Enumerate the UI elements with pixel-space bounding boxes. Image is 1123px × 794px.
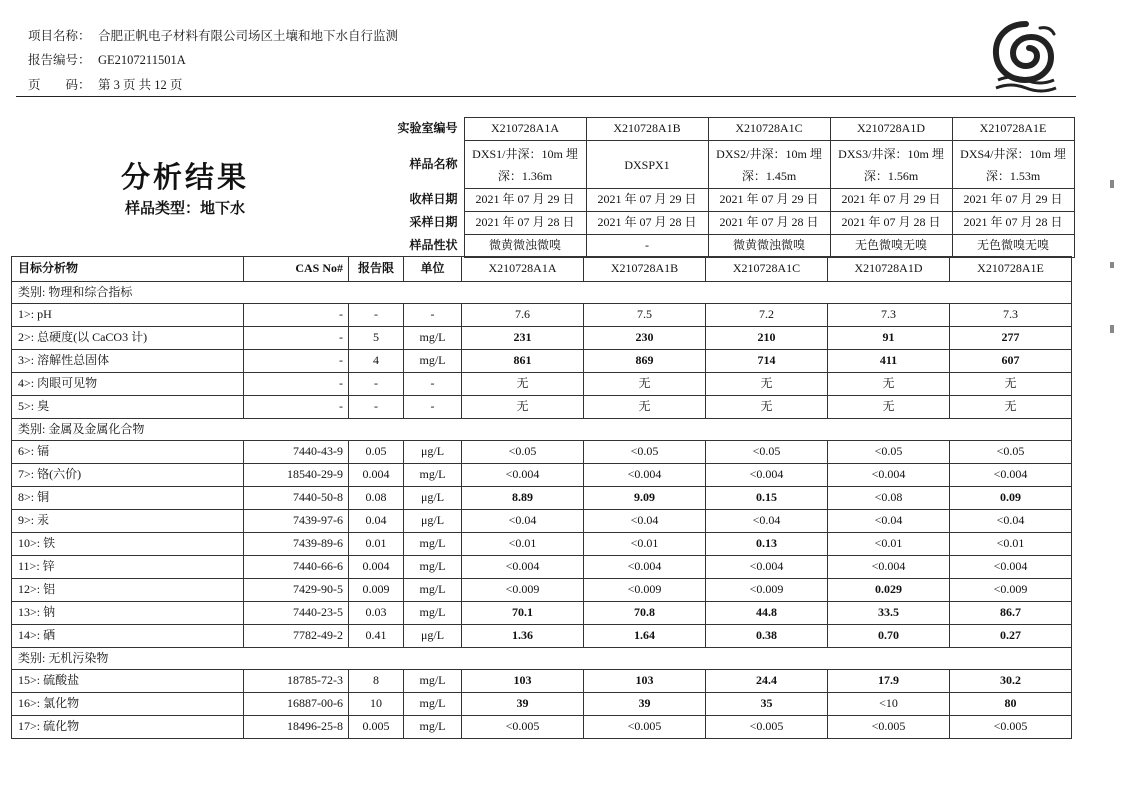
category-label: 类别: 无机污染物 [12,648,1072,670]
table-row [12,625,1072,648]
result-value: <0.005 [584,716,706,739]
sample-name-cell: DXSPX1 [586,141,708,189]
report-limit: 8 [349,670,404,693]
cas-number: 7440-23-5 [244,602,349,625]
sample-name-cell: DXS1/井深：10m 埋深：1.36m [464,141,586,189]
cas-number: 7439-97-6 [244,510,349,533]
result-value: <0.08 [828,487,950,510]
report-label: 报告编号： [28,53,91,67]
project-value: 合肥正帆电子材料有限公司场区土壤和地下水自行监测 [98,29,399,43]
sample-date-cell: 2021 年 07 月 28 日 [952,212,1074,235]
report-limit: - [349,396,404,419]
category-label: 类别: 金属及金属化合物 [12,419,1072,441]
unit: mg/L [404,533,462,556]
report-value: GE2107211501A [98,53,186,67]
unit: mg/L [404,327,462,350]
sample-header: X210728A1E [950,257,1072,282]
analyte-name: 6>: 镉 [12,441,244,464]
sample-date-cell: 2021 年 07 月 28 日 [708,212,830,235]
cas-number: 7440-50-8 [244,487,349,510]
project-label: 项目名称： [28,29,91,43]
company-logo-icon [990,18,1062,96]
result-value: <0.004 [462,464,584,487]
category-label: 类别: 物理和综合指标 [12,282,1072,304]
unit: μg/L [404,625,462,648]
result-value: 0.029 [828,579,950,602]
sample-date-label: 采样日期 [409,215,458,230]
sample-header: X210728A1B [584,257,706,282]
header-divider [16,96,1076,97]
result-value: <0.04 [828,510,950,533]
receive-date-cell: 2021 年 07 月 29 日 [708,189,830,212]
result-value: 8.89 [462,487,584,510]
result-value: <0.009 [706,579,828,602]
column-header-row [12,257,1072,282]
result-value: 411 [828,350,950,373]
result-value: 39 [584,693,706,716]
cas-number: 7439-89-6 [244,533,349,556]
result-value: <0.04 [462,510,584,533]
report-limit: 0.004 [349,464,404,487]
unit: - [404,373,462,396]
report-limit: 0.08 [349,487,404,510]
result-value: 无 [584,396,706,419]
property-row [352,235,1074,258]
cas-header: CAS No# [244,257,349,282]
table-row [12,693,1072,716]
property-cell: - [586,235,708,258]
sample-date-cell: 2021 年 07 月 28 日 [464,212,586,235]
result-value: 70.8 [584,602,706,625]
result-value: 91 [828,327,950,350]
unit: mg/L [404,556,462,579]
report-limit: 4 [349,350,404,373]
result-value: 0.09 [950,487,1072,510]
unit: mg/L [404,350,462,373]
result-value: 714 [706,350,828,373]
unit: mg/L [404,602,462,625]
category-row [12,282,1072,304]
result-value: <0.05 [584,441,706,464]
receive-date-cell: 2021 年 07 月 29 日 [464,189,586,212]
table-row [12,350,1072,373]
unit: - [404,304,462,327]
cas-number: 16887-00-6 [244,693,349,716]
result-value: 7.6 [462,304,584,327]
result-value: 无 [828,396,950,419]
sample-name-cell: DXS4/井深：10m 埋深：1.53m [952,141,1074,189]
result-value: 0.38 [706,625,828,648]
unit: mg/L [404,670,462,693]
result-value: <0.01 [950,533,1072,556]
property-cell: 微黄微浊微嗅 [708,235,830,258]
result-value: <0.004 [706,464,828,487]
sample-name-row [352,141,1074,189]
result-value: <0.004 [584,556,706,579]
category-row [12,648,1072,670]
result-value: 7.3 [828,304,950,327]
report-limit: 0.009 [349,579,404,602]
analyte-name: 7>: 铬(六价) [12,464,244,487]
cas-number: - [244,304,349,327]
lab-id-row [352,118,1074,141]
lab-id-cell: X210728A1D [830,118,952,141]
result-value: 无 [462,396,584,419]
result-value: 无 [950,396,1072,419]
table-row [12,602,1072,625]
result-value: 7.5 [584,304,706,327]
result-value: <0.004 [828,556,950,579]
cas-number: - [244,350,349,373]
page-title: 分析结果 [120,162,249,194]
report-limit: 0.03 [349,602,404,625]
result-value: <0.004 [462,556,584,579]
result-value: <0.04 [950,510,1072,533]
page-label: 页 码： [28,78,91,92]
result-value: 30.2 [950,670,1072,693]
cas-number: 7440-43-9 [244,441,349,464]
property-cell: 无色微嗅无嗅 [952,235,1074,258]
limit-header: 报告限 [349,257,404,282]
report-limit: - [349,373,404,396]
analyte-name: 15>: 硫酸盐 [12,670,244,693]
receive-date-cell: 2021 年 07 月 29 日 [952,189,1074,212]
result-value: 231 [462,327,584,350]
cas-number: - [244,327,349,350]
table-row [12,533,1072,556]
result-value: 无 [950,373,1072,396]
result-value: 9.09 [584,487,706,510]
result-value: 无 [584,373,706,396]
result-value: 70.1 [462,602,584,625]
report-limit: 0.004 [349,556,404,579]
result-value: 44.8 [706,602,828,625]
result-value: <0.01 [584,533,706,556]
sample-name-cell: DXS3/井深：10m 埋深：1.56m [830,141,952,189]
sample-type: 样品类型：地下水 [124,201,245,217]
table-row [12,579,1072,602]
result-value: 35 [706,693,828,716]
result-value: <0.009 [950,579,1072,602]
scan-mark [1110,325,1114,333]
category-row [12,419,1072,441]
sample-header: X210728A1D [828,257,950,282]
result-value: <0.004 [828,464,950,487]
result-value: 0.13 [706,533,828,556]
unit: mg/L [404,579,462,602]
analyte-name: 10>: 铁 [12,533,244,556]
result-value: 1.64 [584,625,706,648]
result-value: 0.15 [706,487,828,510]
unit: μg/L [404,487,462,510]
results-body [12,257,1072,739]
table-row [12,373,1072,396]
result-value: <0.05 [828,441,950,464]
result-value: <0.004 [706,556,828,579]
unit: mg/L [404,716,462,739]
table-row [12,441,1072,464]
unit: mg/L [404,693,462,716]
result-value: 869 [584,350,706,373]
result-value: <0.05 [950,441,1072,464]
table-row [12,327,1072,350]
analyte-name: 9>: 汞 [12,510,244,533]
result-value: <0.04 [706,510,828,533]
result-value: 39 [462,693,584,716]
property-label: 样品性状 [409,238,458,253]
analyte-name: 16>: 氯化物 [12,693,244,716]
cas-number: - [244,373,349,396]
receive-date-cell: 2021 年 07 月 29 日 [830,189,952,212]
sample-name-cell: DXS2/井深：10m 埋深：1.45m [708,141,830,189]
result-value: <0.01 [462,533,584,556]
sample-name-label: 样品名称 [409,156,458,171]
sample-date-cell: 2021 年 07 月 28 日 [830,212,952,235]
cas-number: 18540-29-9 [244,464,349,487]
result-value: <0.004 [950,464,1072,487]
analyte-name: 13>: 钠 [12,602,244,625]
receive-date-cell: 2021 年 07 月 29 日 [586,189,708,212]
report-limit: 10 [349,693,404,716]
analyte-name: 8>: 铜 [12,487,244,510]
report-limit: 0.005 [349,716,404,739]
unit-header: 单位 [404,257,462,282]
result-value: <10 [828,693,950,716]
result-value: 1.36 [462,625,584,648]
analyte-name: 14>: 硒 [12,625,244,648]
unit: μg/L [404,510,462,533]
scan-mark [1110,262,1114,268]
result-value: <0.04 [584,510,706,533]
sample-header: X210728A1A [462,257,584,282]
receive-date-row [352,189,1074,212]
result-value: 17.9 [828,670,950,693]
cas-number: 7440-66-6 [244,556,349,579]
result-value: 无 [706,373,828,396]
result-value: 0.27 [950,625,1072,648]
table-row [12,510,1072,533]
analyte-header: 目标分析物 [12,257,244,282]
result-value: <0.004 [584,464,706,487]
result-value: 861 [462,350,584,373]
scan-mark [1110,180,1114,188]
sample-date-row [352,212,1074,235]
result-value: <0.05 [706,441,828,464]
lab-id-cell: X210728A1A [464,118,586,141]
unit: mg/L [404,464,462,487]
table-row [12,670,1072,693]
report-limit: 0.01 [349,533,404,556]
analyte-name: 11>: 锌 [12,556,244,579]
cas-number: - [244,396,349,419]
lab-id-cell: X210728A1C [708,118,830,141]
property-cell: 微黄微浊微嗅 [464,235,586,258]
cas-number: 18496-25-8 [244,716,349,739]
result-value: 230 [584,327,706,350]
result-value: <0.05 [462,441,584,464]
cas-number: 7782-49-2 [244,625,349,648]
sample-date-cell: 2021 年 07 月 28 日 [586,212,708,235]
result-value: 0.70 [828,625,950,648]
analyte-name: 17>: 硫化物 [12,716,244,739]
result-value: <0.005 [828,716,950,739]
result-value: <0.009 [462,579,584,602]
lab-id-cell: X210728A1B [586,118,708,141]
table-row [12,304,1072,327]
table-row [12,556,1072,579]
result-value: 277 [950,327,1072,350]
sample-header: X210728A1C [706,257,828,282]
table-row [12,464,1072,487]
report-number-line [28,50,186,68]
table-row [12,487,1072,510]
analyte-name: 4>: 肉眼可见物 [12,373,244,396]
cas-number: 18785-72-3 [244,670,349,693]
result-value: 无 [462,373,584,396]
page-value: 第 3 页 共 12 页 [98,78,183,92]
analyte-name: 5>: 臭 [12,396,244,419]
result-value: 86.7 [950,602,1072,625]
unit: μg/L [404,441,462,464]
result-value: <0.004 [950,556,1072,579]
report-limit: 0.41 [349,625,404,648]
analyte-name: 2>: 总硬度(以 CaCO3 计) [12,327,244,350]
page-number-line [28,75,182,93]
unit: - [404,396,462,419]
analyte-name: 1>: pH [12,304,244,327]
table-row [12,716,1072,739]
result-value: 33.5 [828,602,950,625]
result-value: 103 [462,670,584,693]
result-value: 7.2 [706,304,828,327]
project-name-line [28,26,398,44]
result-value: <0.005 [462,716,584,739]
result-value: 7.3 [950,304,1072,327]
report-limit: - [349,304,404,327]
lab-id-cell: X210728A1E [952,118,1074,141]
result-value: <0.01 [828,533,950,556]
result-value: <0.009 [584,579,706,602]
result-value: 607 [950,350,1072,373]
result-value: 无 [828,373,950,396]
sample-info-table [352,117,1075,258]
result-value: 80 [950,693,1072,716]
result-value: <0.005 [706,716,828,739]
result-value: <0.005 [950,716,1072,739]
cas-number: 7429-90-5 [244,579,349,602]
receive-date-label: 收样日期 [409,192,458,207]
property-cell: 无色微嗅无嗅 [830,235,952,258]
table-row [12,396,1072,419]
result-value: 无 [706,396,828,419]
analyte-name: 12>: 铝 [12,579,244,602]
analyte-name: 3>: 溶解性总固体 [12,350,244,373]
results-table [11,256,1072,739]
result-value: 103 [584,670,706,693]
report-limit: 5 [349,327,404,350]
lab-id-label: 实验室编号 [397,121,458,136]
result-value: 210 [706,327,828,350]
report-limit: 0.04 [349,510,404,533]
result-value: 24.4 [706,670,828,693]
report-limit: 0.05 [349,441,404,464]
